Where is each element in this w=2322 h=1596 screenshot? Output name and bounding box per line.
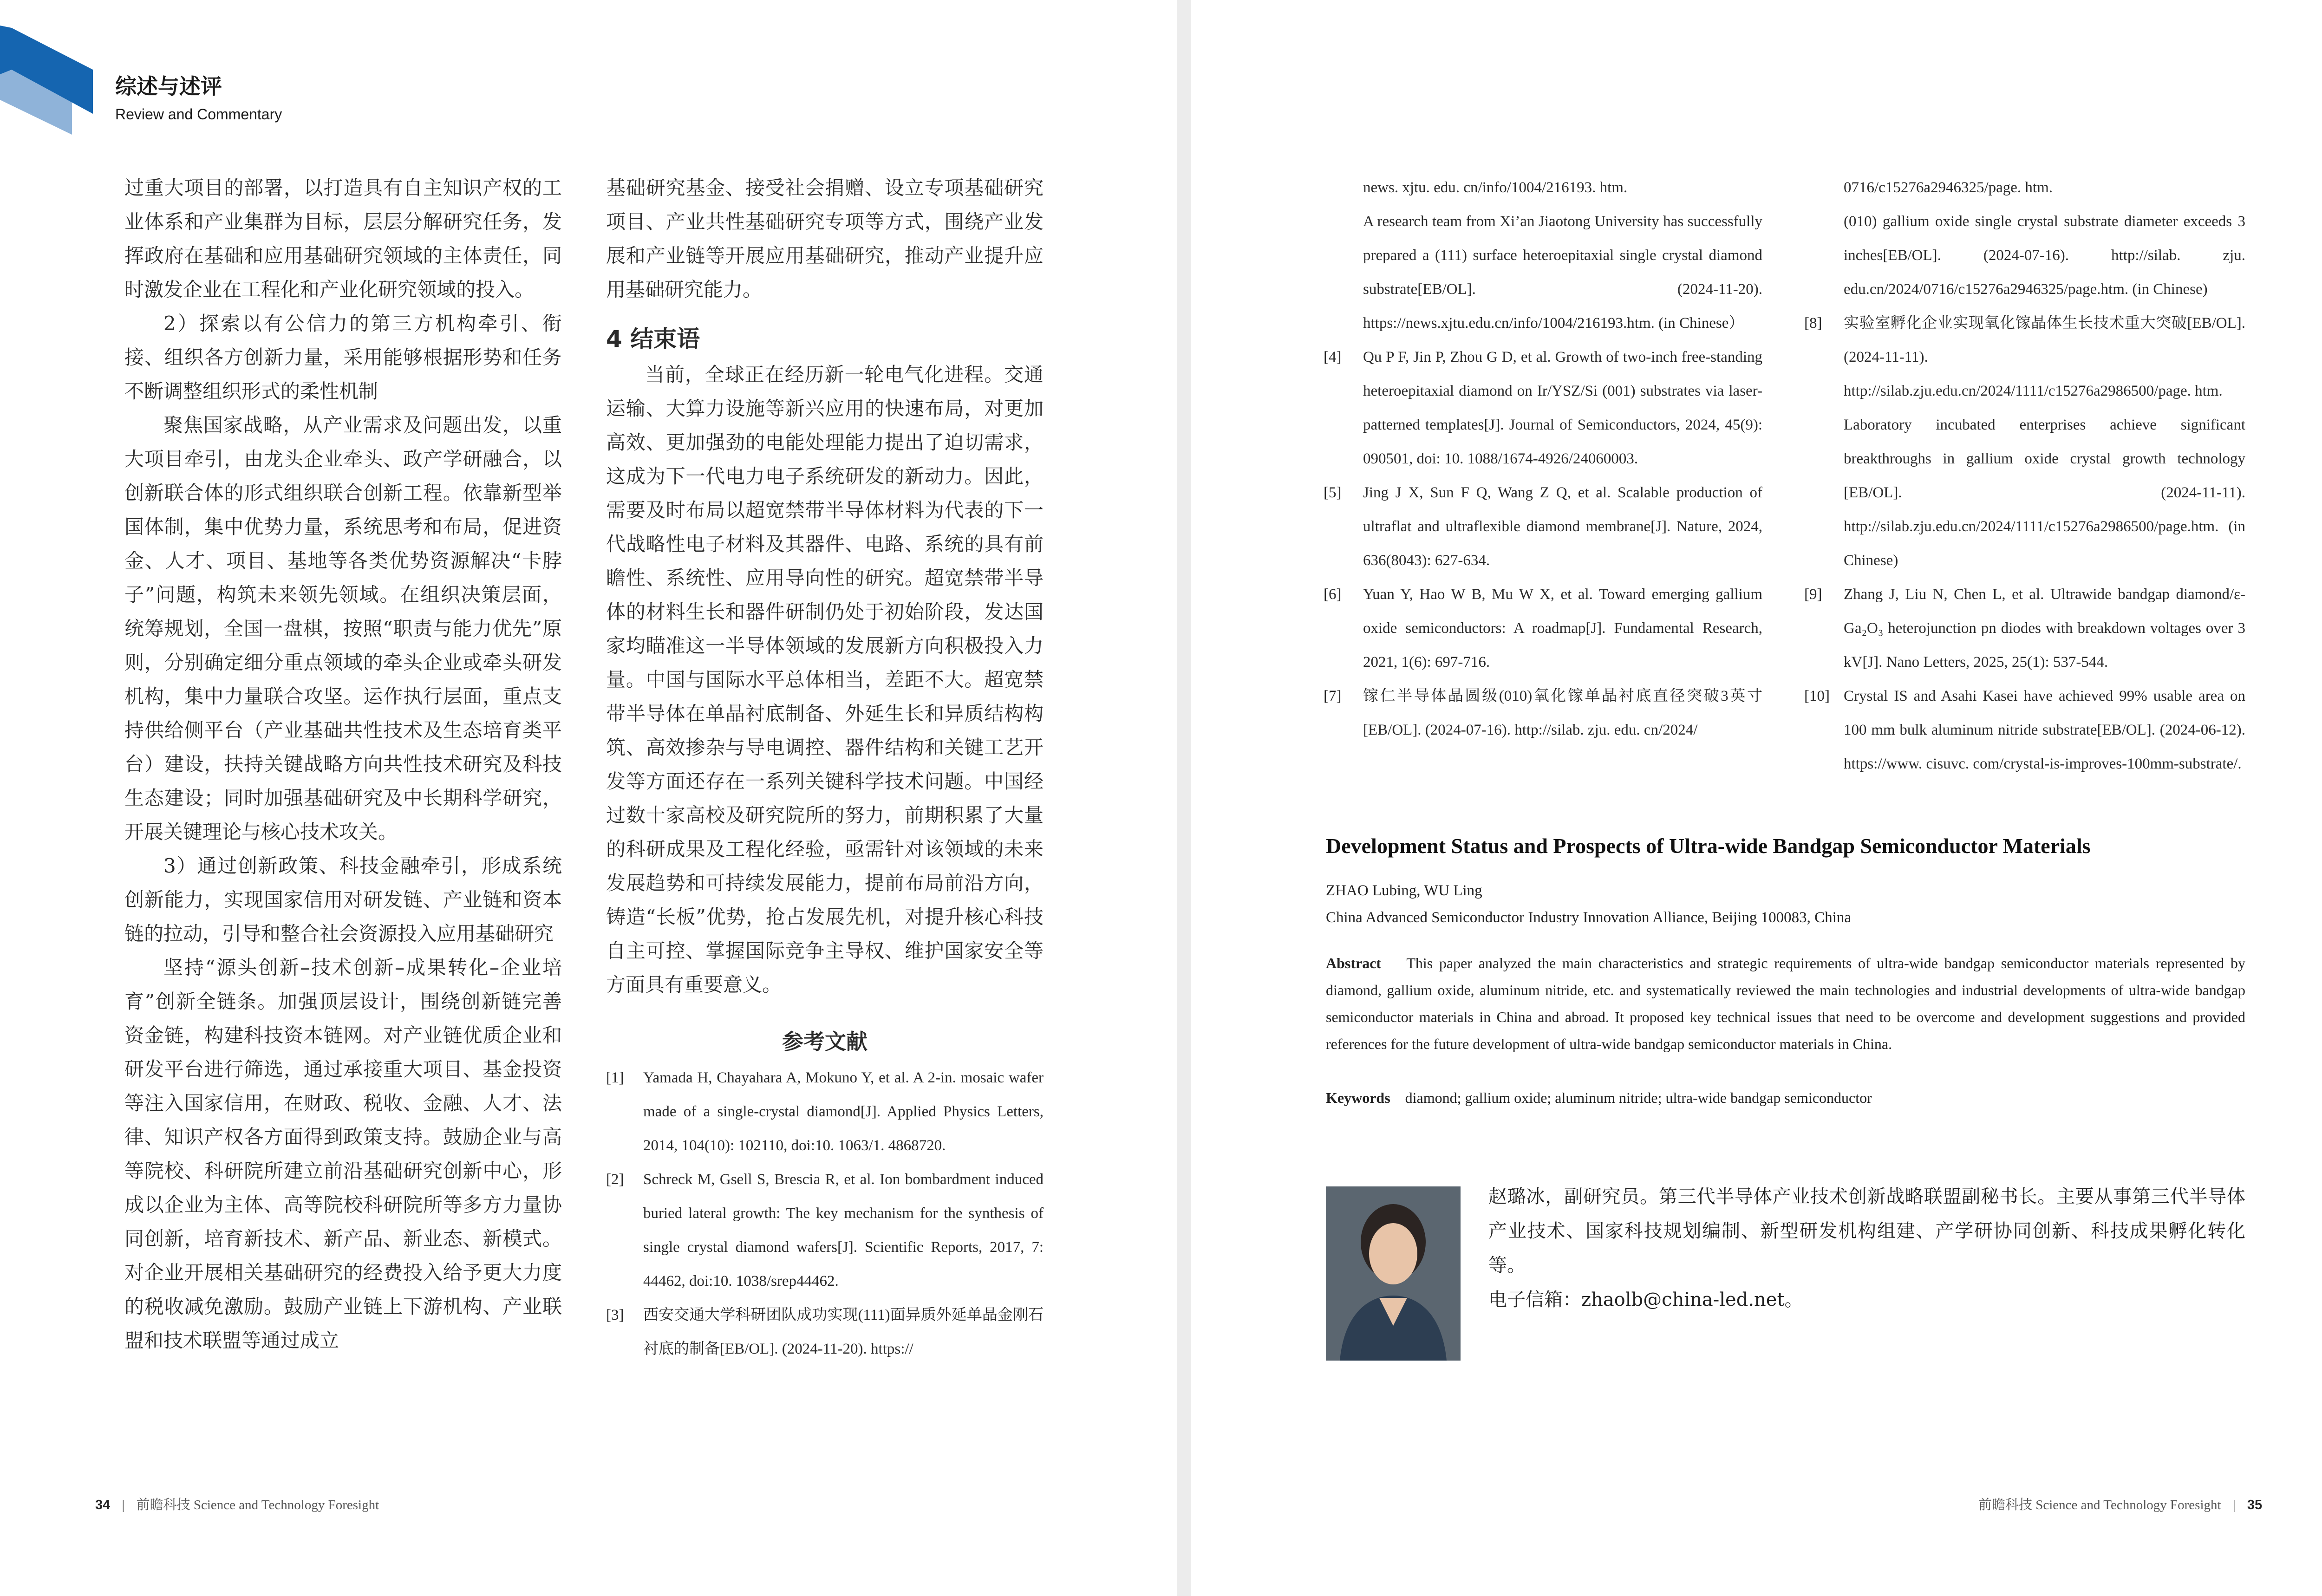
corner-decoration — [0, 0, 102, 135]
bio-email: 电子信箱：zhaolb@china-led.net。 — [1488, 1289, 1803, 1310]
english-title: Development Status and Prospects of Ultra-wide Bandgap Semiconductor Materials — [1326, 834, 2091, 858]
reference-item — [1324, 578, 1762, 679]
author-photo — [1326, 1186, 1461, 1361]
right-column-2 — [1804, 171, 2245, 781]
reference-number: [5] — [1324, 484, 1342, 501]
paragraph: 过重大项目的部署，以打造具有自主知识产权的工业体系和产业集群为目标，层层分解研究任务，发挥政府在基础和应用基础研究领域的主体责任，同时激发企业在工程化和产业化研究领域的投入。 — [124, 176, 562, 301]
reference-number: [9] — [1804, 586, 1822, 603]
abstract-label: Abstract — [1326, 955, 1382, 971]
left-column-2 — [606, 171, 1044, 1366]
reference-number: [3] — [606, 1307, 624, 1323]
keywords-label: Keywords — [1326, 1089, 1390, 1106]
journal-name: 前瞻科技 Science and Technology Foresight — [1978, 1498, 2221, 1512]
english-affiliation: China Advanced Semiconductor Industry Innovation Alliance, Beijing 100083, China — [1326, 909, 1851, 926]
page-number: 35 — [2247, 1498, 2263, 1512]
reference-number: [2] — [606, 1171, 624, 1188]
reference-item — [1324, 679, 1762, 747]
english-authors: ZHAO Lubing, WU Ling — [1326, 882, 1482, 899]
reference-text: A research team from Xi’an Jiaotong University has successfully prepared a (111) surface heteroepitaxial single crystal diamond substrate[EB/OL]. (2024-11-20). https://news.xjtu.edu.cn/info/1004/216193.htm. (in Chinese） — [1363, 213, 1762, 332]
reference-text: Laboratory incubated enterprises achieve significant breakthroughs in gallium oxide crystal growth technology [EB/OL]. (2024-11-11). http://silab.zju.edu.cn/2024/1111/c15276a2986500/page.htm. (in Chinese) — [1844, 417, 2245, 569]
section-title: 综述与述评 — [115, 74, 222, 99]
reference-continuation — [1324, 171, 1762, 205]
reference-number: [4] — [1324, 349, 1342, 365]
reference-text: news. xjtu. edu. cn/info/1004/216193. htm. — [1363, 179, 1628, 196]
keywords-text: diamond; gallium oxide; aluminum nitride; ultra-wide bandgap semiconductor — [1405, 1089, 1872, 1106]
reference-text: (010) gallium oxide single crystal substrate diameter exceeds 3 inches[EB/OL]. (2024-07-16). http://silab. zju. edu.cn/2024/0716/c15276a2946325/page.htm. (in Chinese) — [1844, 213, 2245, 298]
reference-item — [606, 1163, 1044, 1298]
reference-translation — [1804, 205, 2245, 306]
section-heading: 4 结束语 — [606, 326, 700, 352]
reference-translation — [1804, 408, 2245, 578]
reference-text: 镓仁半导体晶圆级(010)氧化镓单晶衬底直径突破3英寸 [EB/OL]. (2024-07-16). http://silab. zju. edu. cn/2024/ — [1363, 688, 1762, 738]
english-keywords — [1326, 1084, 2245, 1111]
english-abstract — [1326, 950, 2245, 1057]
reference-text: Zhang J, Liu N, Chen L, et al. Ultrawide bandgap diamond/ε-Ga₂O₃ heterojunction pn diodes with breakdown voltages over 3 kV[J]. Nano Letters, 2025, 25(1): 537-544. — [1844, 586, 2245, 671]
reference-number: [7] — [1324, 688, 1342, 704]
reference-item — [1804, 578, 2245, 679]
reference-item — [1804, 306, 2245, 408]
author-bio — [1488, 1179, 2245, 1317]
paragraph: 2）探索以有公信力的第三方机构牵引、衔接、组织各方创新力量，采用能够根据形势和任务不断调整组织形式的柔性机制 — [124, 312, 562, 403]
reference-text: 西安交通大学科研团队成功实现(111)面异质外延单晶金刚石衬底的制备[EB/OL]. (2024-11-20). https:// — [643, 1307, 1044, 1357]
paragraph: 当前，全球正在经历新一轮电气化进程。交通运输、大算力设施等新兴应用的快速布局，对更加高效、更加强劲的电能处理能力提出了迫切需求，这成为下一代电力电子系统研发的新动力。因此，需要及时布局以超宽禁带半导体材料为代表的下一代战略性电子材料及其器件、电路、系统的具有前瞻性、系统性、应用导向性的研究。超宽禁带半导体的材料生长和器件研制仍处于初始阶段，发达国家均瞄准这一半导体领域的发展新方向积极投入力量。中国与国际水平总体相当，差距不大。超宽禁带半导体在单晶衬底制备、外延生长和异质结构构筑、高效掺杂与导电调控、器件结构和关键工艺开发等方面还存在一系列关键科学技术问题。中国经过数十家高校及研究院所的努力，前期积累了大量的科研成果及工程化经验，亟需针对该领域的未来发展趋势和可持续发展能力，提前布局前沿方向，铸造“长板”优势，抢占发展先机，对提升核心科技自主可控、掌握国际竞争主导权、维护国家安全等方面具有重要意义。 — [606, 363, 1044, 996]
section-subtitle: Review and Commentary — [115, 106, 282, 123]
reference-continuation — [1804, 171, 2245, 205]
journal-name: 前瞻科技 Science and Technology Foresight — [136, 1498, 379, 1512]
right-column-1 — [1324, 171, 1762, 747]
reference-item — [606, 1298, 1044, 1366]
reference-text: 实验室孵化企业实现氧化镓晶体生长技术重大突破[EB/OL]. (2024-11-11). http://silab.zju.edu.cn/2024/1111/c15276a2986500/page. htm. — [1844, 315, 2245, 399]
references-title: 参考文献 — [782, 1029, 867, 1054]
reference-text: Qu P F, Jin P, Zhou G D, et al. Growth of two-inch free-standing heteroepitaxial diamond on Ir/YSZ/Si (001) substrates via laser-patterned templates[J]. Journal of Semiconductors, 2024, 45(9): 090501, doi: 10. 1088/1674-4926/24060003. — [1363, 349, 1762, 467]
reference-text: Schreck M, Gsell S, Brescia R, et al. Ion bombardment induced buried lateral growth: The key mechanism for the synthesis of single crystal diamond wafers[J]. Scientific Reports, 2017, 7: 44462, doi:10. 1038/srep44462. — [643, 1171, 1044, 1290]
reference-item — [606, 1061, 1044, 1163]
reference-text: Yamada H, Chayahara A, Mokuno Y, et al. A 2-in. mosaic wafer made of a single-crystal diamond[J]. Applied Physics Letters, 2014, 104(10): 102110, doi:10. 1063/1. 4868720. — [643, 1069, 1044, 1154]
paragraph: 3）通过创新政策、科技金融牵引，形成系统创新能力，实现国家信用对研发链、产业链和资本链的拉动，引导和整合社会资源投入应用基础研究 — [124, 854, 562, 945]
reference-translation — [1324, 205, 1762, 340]
paragraph: 聚焦国家战略，从产业需求及问题出发，以重大项目牵引，由龙头企业牵头、政产学研融合，以创新联合体的形式组织联合创新工程。依靠新型举国体制，集中优势力量，系统思考和布局，促进资金、人才、项目、基地等各类优势资源解决“卡脖子”问题，构筑未来领先领域。在组织决策层面，统筹规划，全国一盘棋，按照“职责与能力优先”原则，分别确定细分重点领域的牵头企业或牵头研发机构，集中力量联合攻坚。运作执行层面，重点支持供给侧平台（产业基础共性技术及生态培育类平台）建设，扶持关键战略方向共性技术研究及科技生态建设；同时加强基础研究及中长期科学研究，开展关键理论与核心技术攻关。 — [124, 414, 562, 843]
reference-number: [1] — [606, 1069, 624, 1086]
reference-text: 0716/c15276a2946325/page. htm. — [1844, 179, 2053, 196]
bio-text: 赵璐冰，副研究员。第三代半导体产业技术创新战略联盟副秘书长。主要从事第三代半导体产业技术、国家科技规划编制、新型研发机构组建、产学研协同创新、科技成果孵化转化等。 — [1488, 1186, 2245, 1276]
reference-text: Crystal IS and Asahi Kasei have achieved 99% usable area on 100 mm bulk aluminum nitride substrate[EB/OL]. (2024-06-12). https://www. cisuvc. com/crystal-is-improves-100mm-substrate/. — [1844, 688, 2245, 772]
left-column-1 — [124, 171, 562, 1357]
page-number: 34 — [95, 1498, 111, 1512]
reference-text: Jing J X, Sun F Q, Wang Z Q, et al. Scalable production of ultraflat and ultraflexible diamond membrane[J]. Nature, 2024, 636(8043): 627-634. — [1363, 484, 1762, 569]
reference-number: [10] — [1804, 688, 1830, 704]
footer-divider: | — [2232, 1498, 2236, 1512]
right-footer — [1978, 1494, 2262, 1513]
paragraph: 坚持“源头创新–技术创新–成果转化–企业培育”创新全链条。加强顶层设计，围绕创新链完善资金链，构建科技资本链网。对产业链优质企业和研发平台进行筛选，通过承接重大项目、基金投资等注入国家信用，在财政、税收、金融、人才、法律、知识产权各方面得到政策支持。鼓励企业与高等院校、科研院所建立前沿基础研究创新中心，形成以企业为主体、高等院校科研院所等多方力量协同创新，培育新技术、新产品、新业态、新模式。对企业开展相关基础研究的经费投入给予更大力度的税收减免激励。鼓励产业链上下游机构、产业联盟和技术联盟等通过成立 — [124, 956, 562, 1352]
reference-text: Yuan Y, Hao W B, Mu W X, et al. Toward emerging gallium oxide semiconductors: A roadmap[J]. Fundamental Research, 2021, 1(6): 697-716. — [1363, 586, 1762, 671]
reference-item — [1324, 476, 1762, 578]
abstract-text: This paper analyzed the main characteristics and strategic requirements of ultra-wide bandgap semiconductor materials represented by diamond, gallium oxide, aluminum nitride, etc. and systematically reviewed the main technologies and industrial developments of ultra-wide bandgap semiconductor materials in China and abroad. It proposed key technical issues that need to be overcome and development suggestions and provided references for the future development of ultra-wide bandgap semiconductor materials in China. — [1326, 955, 2246, 1052]
reference-item — [1804, 679, 2245, 781]
paragraph: 基础研究基金、接受社会捐赠、设立专项基础研究项目、产业共性基础研究专项等方式，围绕产业发展和产业链等开展应用基础研究，推动产业提升应用基础研究能力。 — [606, 176, 1044, 301]
author-portrait-image — [1326, 1186, 1461, 1361]
reference-number: [6] — [1324, 586, 1342, 603]
footer-divider: | — [122, 1498, 125, 1512]
reference-item — [1324, 340, 1762, 476]
left-footer — [95, 1494, 379, 1513]
reference-number: [8] — [1804, 315, 1822, 332]
